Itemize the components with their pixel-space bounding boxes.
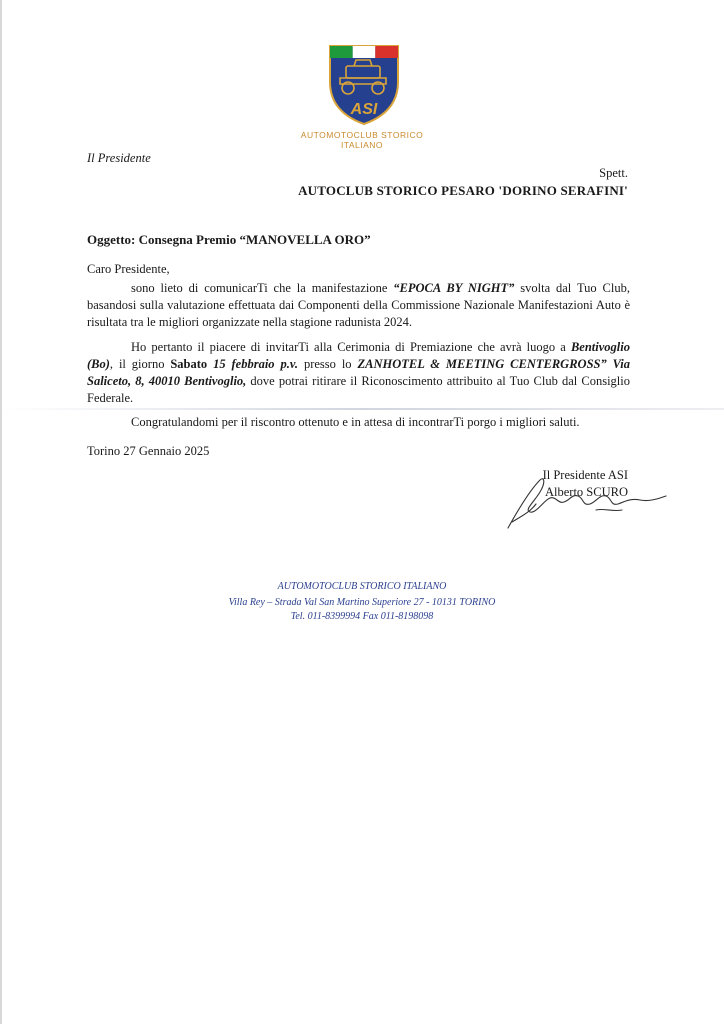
- asi-shield-logo-icon: [326, 42, 402, 126]
- closing-text: Congratulandomi per il riscontro ottenuto e in attesa di incontrarTi porgo i migliori saluti.: [131, 415, 580, 429]
- recipient-prefix: Spett.: [599, 166, 628, 180]
- p2-text-c: presso lo: [298, 357, 358, 371]
- signer-name: Alberto SCURO: [545, 485, 628, 499]
- p1-text-b: svolta dal Tuo Club, basandosi sulla valutazione effettuata dai Componenti della Commissione Nazionale Manifestazioni Auto è risultata tra le migliori organizzate nella stagione radunista 2024.: [87, 281, 630, 329]
- p2-text-d: dove potrai ritirare il Riconoscimento attribuito al Tuo Club dal Consiglio Federale.: [87, 374, 630, 405]
- event-name: “EPOCA BY NIGHT”: [393, 281, 515, 295]
- event-venue: ZANHOTEL & MEETING CENTERGROSS” Via Saliceto, 8, 40010 Bentivoglio,: [87, 357, 630, 388]
- handwritten-signature-icon: [500, 470, 670, 532]
- p2-text-b: , il giorno: [109, 357, 171, 371]
- event-date: 15 febbraio p.v.: [207, 357, 299, 371]
- recipient-name: AUTOCLUB STORICO PESARO 'DORINO SERAFINI': [298, 183, 628, 198]
- p2-text-a: Ho pertanto il piacere di invitarTi alla Cerimonia di Premiazione che avrà luogo a: [131, 340, 571, 354]
- date-line: Torino 27 Gennaio 2025: [87, 444, 210, 458]
- p1-text-a: sono lieto di comunicarTi che la manifestazione: [131, 281, 394, 295]
- fold-line: [0, 408, 724, 410]
- letter-subject: Oggetto: Consegna Premio “MANOVELLA ORO”: [87, 232, 371, 247]
- paragraph-1: [87, 280, 630, 331]
- sender-role: Il Presidente: [87, 151, 151, 165]
- signer-role: Il Presidente ASI: [542, 468, 628, 482]
- paragraph-3: [87, 414, 630, 431]
- paragraph-2: [87, 339, 630, 407]
- event-place: Bentivoglio (Bo): [87, 340, 630, 371]
- org-name-line2: ITALIANO: [340, 140, 384, 150]
- scan-edge: [0, 0, 2, 1024]
- footer-address: Villa Rey – Strada Val San Martino Superiore 27 - 10131 TORINO: [228, 597, 496, 608]
- event-day: Sabato: [170, 357, 208, 371]
- greeting: Caro Presidente,: [87, 262, 170, 276]
- org-name-line1: AUTOMOTOCLUB STORICO: [300, 130, 424, 140]
- footer-phone-fax: Tel. 011-8399994 Fax 011-8198098: [290, 611, 434, 622]
- logo-text: ASI: [350, 101, 378, 118]
- footer-org-name: AUTOMOTOCLUB STORICO ITALIANO: [277, 581, 447, 592]
